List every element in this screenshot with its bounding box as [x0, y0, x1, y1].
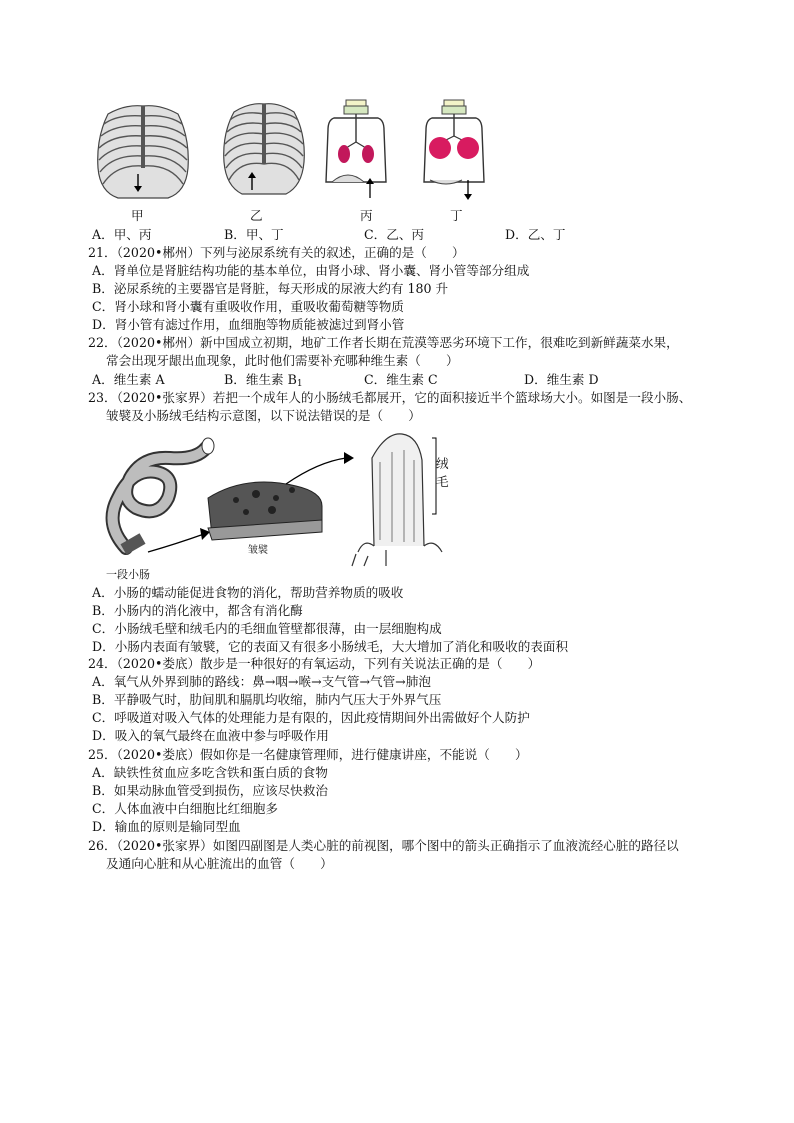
q25-option-b[interactable]: B．如果动脉血管受到损伤，应该尽快救治 — [92, 783, 328, 798]
q21-option-c[interactable]: C．肾小球和肾小囊有重吸收作用，重吸收葡萄糖等物质 — [92, 299, 404, 314]
q25-option-a[interactable]: A．缺铁性贫血应多吃含铁和蛋白质的食物 — [92, 765, 328, 780]
q24-option-a[interactable]: A．氧气从外界到肺的路线：鼻→咽→喉→支气管→气管→肺泡 — [92, 674, 431, 689]
q23-option-a[interactable]: A．小肠的蠕动能促进食物的消化，帮助营养物质的吸收 — [92, 585, 404, 600]
q20-option-a[interactable]: A．甲、丙 — [92, 227, 152, 242]
villus-drawing — [352, 434, 442, 566]
q20-option-c[interactable]: C．乙、丙 — [364, 227, 425, 242]
q22-option-a[interactable]: A．维生素 A — [92, 372, 165, 387]
q26-stem-line1: 26．（2020•张家界）如图四副图是人类心脏的前视图，哪个图中的箭头正确指示了血液流经心脏的路径以 — [88, 838, 679, 853]
q22-option-c[interactable]: C．维生素 C — [364, 372, 438, 387]
q21-option-b[interactable]: B．泌尿系统的主要器官是肾脏，每天形成的尿液大约有 180 升 — [92, 281, 449, 296]
label-villus-2: 毛 — [436, 474, 449, 489]
intestine-segment-drawing — [113, 438, 214, 555]
q25-option-d[interactable]: D．输血的原则是输同型血 — [92, 819, 241, 834]
q24-option-b[interactable]: B．平静吸气时，肋间肌和膈肌均收缩，肺内气压大于外界气压 — [92, 692, 442, 707]
q20-option-d[interactable]: D．乙、丁 — [505, 227, 566, 242]
label-intestine-segment: 一段小肠 — [106, 568, 150, 581]
q23-stem-line1: 23．（2020•张家界）若把一个成年人的小肠绒毛都展开，它的面积接近半个篮球场大小。如图是一段小肠、 — [88, 390, 692, 405]
rib-cage-jia — [98, 106, 189, 198]
q24-option-d[interactable]: D．吸入的氧气最终在血液中参与呼吸作用 — [92, 728, 329, 743]
q25-stem: 25．（2020•娄底）假如你是一名健康管理师，进行健康讲座，不能说（ ） — [88, 747, 528, 762]
q22-option-b-subscript: 1 — [296, 379, 303, 389]
label-fold: 皱襞 — [248, 545, 268, 556]
q21-option-a[interactable]: A．肾单位是肾脏结构功能的基本单位，由肾小球、肾小囊、肾小管等部分组成 — [92, 263, 530, 278]
small-intestine-figure — [96, 428, 456, 568]
q21-option-d[interactable]: D．肾小管有滤过作用，血细胞等物质能被滤过到肾小管 — [92, 317, 405, 332]
q23-option-d[interactable]: D．小肠内表面有皱襞，它的表面又有很多小肠绒毛，大大增加了消化和吸收的表面积 — [92, 639, 569, 654]
q20-option-b[interactable]: B．甲、丁 — [224, 227, 284, 242]
figure-label-yi: 乙 — [250, 208, 263, 223]
breathing-models-figure — [88, 98, 498, 210]
q26-stem-line2: 及通向心脏和从心脏流出的血管（ ） — [106, 856, 333, 871]
q22-stem-line1: 22．（2020•郴州）新中国成立初期，地矿工作者长期在荒漠等恶劣环境下工作，很难吃到新鲜蔬菜水果， — [88, 335, 679, 350]
bell-jar-ding — [424, 100, 484, 200]
q23-option-c[interactable]: C．小肠绒毛壁和绒毛内的毛细血管壁都很薄，由一层细胞构成 — [92, 621, 442, 636]
q22-option-d[interactable]: D．维生素 D — [524, 372, 599, 387]
q24-stem: 24．（2020•娄底）散步是一种很好的有氧运动，下列有关说法正确的是（ ） — [88, 656, 541, 671]
q24-option-c[interactable]: C．呼吸道对吸入气体的处理能力是有限的，因此疫情期间外出需做好个人防护 — [92, 710, 530, 725]
q23-option-b[interactable]: B．小肠内的消化液中，都含有消化酶 — [92, 603, 303, 618]
q25-option-c[interactable]: C．人体血液中白细胞比红细胞多 — [92, 801, 278, 816]
q23-stem-line2: 皱襞及小肠绒毛结构示意图，以下说法错误的是（ ） — [106, 408, 421, 423]
figure-label-jia: 甲 — [131, 208, 144, 223]
figure-label-ding: 丁 — [450, 208, 463, 223]
q22-option-b-text: B．维生素 B — [224, 372, 297, 387]
figure-label-bing: 丙 — [360, 208, 373, 223]
label-villus-1: 绒 — [436, 456, 449, 471]
fold-block-drawing — [208, 482, 322, 540]
rib-cage-yi — [224, 104, 305, 194]
q22-stem-line2: 常会出现牙龈出血现象，此时他们需要补充哪种维生素（ ） — [106, 353, 459, 368]
q21-stem: 21．（2020•郴州）下列与泌尿系统有关的叙述，正确的是（ ） — [88, 245, 465, 260]
bell-jar-bing — [326, 100, 386, 198]
